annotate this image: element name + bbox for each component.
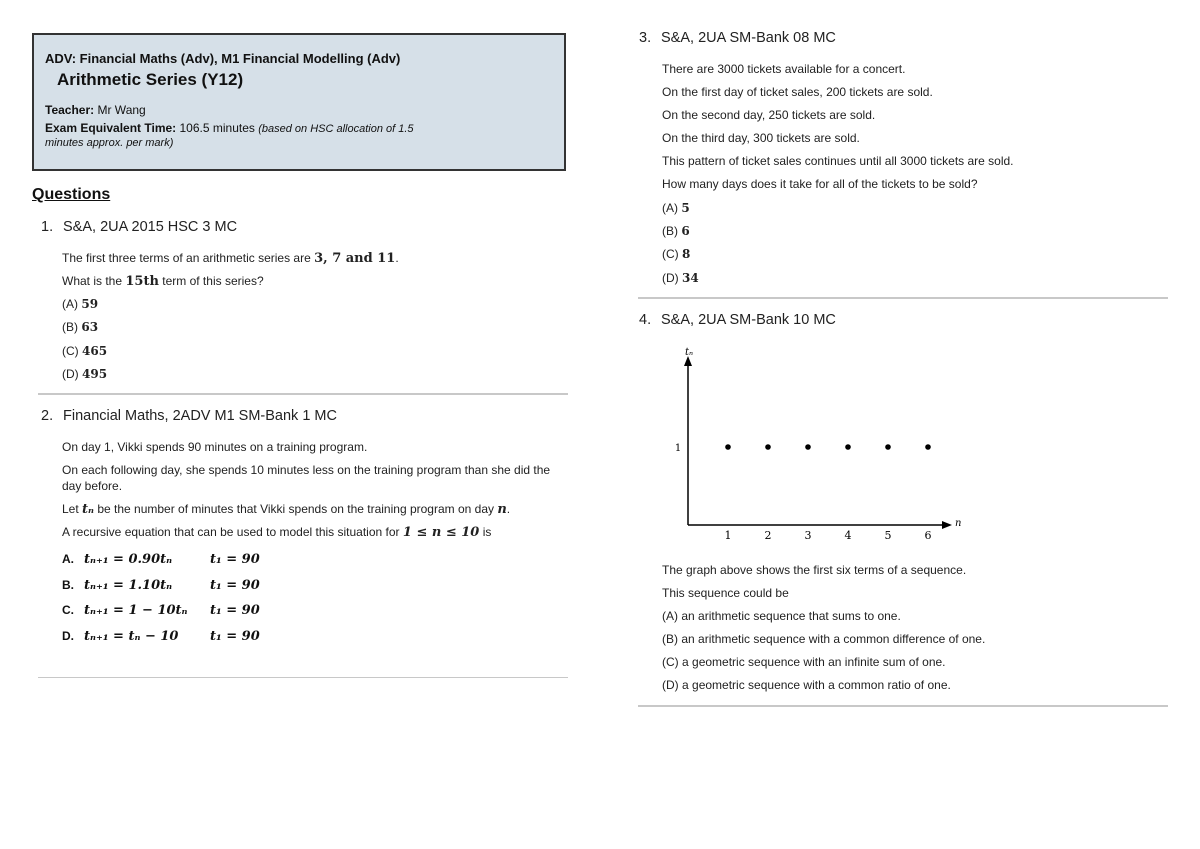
q2-text-3-a: Let: [62, 502, 83, 516]
q1-option-c-label: (C): [62, 344, 79, 358]
exam-time-value: 106.5 minutes: [179, 121, 255, 135]
q2-option-d-label: D.: [62, 629, 74, 643]
q1-option-d-label: (D): [62, 367, 79, 381]
q1-terms-math: 3, 7 and 11: [314, 251, 396, 266]
exam-time-note-2: minutes approx. per mark): [45, 137, 174, 149]
graph-points: [725, 444, 931, 450]
y-axis-label: tₙ: [685, 347, 694, 358]
q2-option-b-label: B.: [62, 578, 74, 592]
x-tick-label-5: 5: [884, 529, 892, 542]
exam-time-line: [45, 121, 554, 149]
q1-term-math: 15th: [125, 274, 159, 289]
q4-option-a-label: (A): [662, 609, 678, 623]
x-axis-label: n: [955, 518, 962, 529]
q2-text-1: On day 1, Vikki spends 90 minutes on a training program.: [62, 440, 368, 454]
worksheet-header: [32, 33, 566, 171]
y-tick-label: 1: [674, 443, 682, 454]
q3-number: 3.: [639, 30, 652, 46]
q3-title: [639, 30, 836, 46]
q4-option-b-label: (B): [662, 632, 678, 646]
q3-separator: [638, 297, 1168, 299]
q1-option-b-label: (B): [62, 320, 78, 334]
q2-option-d-equation: tₙ₊₁ = tₙ − 10: [84, 629, 179, 644]
q2-option-c-equation: tₙ₊₁ = 1 − 10tₙ: [84, 603, 188, 618]
q1-option-a-value: 59: [81, 297, 99, 311]
teacher-label: Teacher:: [45, 103, 95, 117]
q3-option-d-value: 34: [682, 271, 699, 285]
q3-text-6: How many days does it take for all of the tickets to be sold?: [662, 177, 978, 191]
q2-text-4-b: is: [479, 525, 492, 539]
q2-range-math: 1 ≤ n ≤ 10: [402, 525, 480, 540]
q2-title-text: Financial Maths, 2ADV M1 SM-Bank 1 MC: [63, 408, 337, 424]
x-tick-label-2: 2: [764, 529, 772, 542]
x-tick-label-6: 6: [924, 529, 932, 542]
q4-option-c-text: a geometric sequence with an infinite sum of one.: [682, 655, 946, 669]
worksheet-title: Arithmetic Series (Y12): [57, 70, 244, 89]
q4-option-a-text: an arithmetic sequence that sums to one.: [681, 609, 901, 623]
q2-title: [41, 408, 337, 424]
q4-text-1: The graph above shows the first six terms of a sequence.: [662, 563, 967, 577]
teacher-name: Mr Wang: [97, 103, 146, 117]
q2-option-a[interactable]: [62, 552, 260, 567]
q3-option-c[interactable]: [662, 247, 690, 261]
x-tick-label-3: 3: [804, 529, 812, 542]
q3-text-1: There are 3000 tickets available for a concert.: [662, 62, 906, 76]
graph-point-3: [805, 444, 811, 450]
q4-option-c[interactable]: [662, 655, 946, 669]
q4-option-d[interactable]: [662, 678, 951, 692]
q3-text-5: This pattern of ticket sales continues until all 3000 tickets are sold.: [662, 154, 1014, 168]
graph-point-6: [925, 444, 931, 450]
graph-point-2: [765, 444, 771, 450]
q4-title: [639, 312, 836, 328]
q3-option-b[interactable]: [662, 224, 690, 238]
q1-option-b[interactable]: [62, 320, 98, 334]
q2-tn-math: tₙ: [82, 502, 94, 517]
q4-option-b[interactable]: [662, 632, 985, 646]
q1-option-b-value: 63: [81, 320, 99, 334]
topic-line: ADV: Financial Maths (Adv), M1 Financial Modelling (Adv): [45, 51, 401, 66]
q4-option-c-label: (C): [662, 655, 679, 669]
q3-option-d[interactable]: [662, 271, 699, 285]
q1-text-2-b: term of this series?: [158, 274, 264, 288]
graph-point-5: [885, 444, 891, 450]
graph-point-1: [725, 444, 731, 450]
q1-text-1-b: .: [395, 251, 399, 265]
q2-option-b-initial: t₁ = 90: [210, 578, 260, 593]
q1-text-1-a: The first three terms of an arithmetic series are: [62, 251, 315, 265]
q2-option-c[interactable]: [62, 603, 260, 618]
q1-text-1: [62, 251, 399, 266]
q3-text-3: On the second day, 250 tickets are sold.: [662, 108, 876, 122]
q1-separator: [38, 393, 568, 395]
x-tick-label-1: 1: [724, 529, 732, 542]
q4-number: 4.: [639, 312, 652, 328]
q2-n-math: n: [497, 502, 507, 517]
q3-option-c-value: 8: [682, 247, 691, 261]
q3-option-a-label: (A): [662, 201, 678, 215]
q3-option-a[interactable]: [662, 201, 690, 215]
x-tick-labels: [725, 529, 932, 542]
q1-title-text: S&A, 2UA 2015 HSC 3 MC: [63, 219, 238, 235]
q2-text-4-a: A recursive equation that can be used to model this situation for: [62, 525, 403, 539]
q2-option-a-label: A.: [62, 552, 74, 566]
q1-option-d[interactable]: [62, 367, 107, 381]
q1-option-d-value: 495: [82, 367, 108, 381]
q2-option-b[interactable]: [62, 578, 260, 593]
teacher-line: [45, 103, 554, 117]
q2-number: 2.: [41, 408, 54, 424]
q2-option-c-initial: t₁ = 90: [210, 603, 260, 618]
q4-separator: [638, 705, 1168, 707]
q3-option-d-label: (D): [662, 271, 679, 285]
q2-text-3-b: be the number of minutes that Vikki spends on the training program on day: [93, 502, 498, 516]
q3-option-c-label: (C): [662, 247, 679, 261]
q3-title-text: S&A, 2UA SM-Bank 08 MC: [661, 30, 836, 46]
q1-option-a-label: (A): [62, 297, 78, 311]
q2-separator: [38, 677, 568, 678]
q1-text-2: [62, 274, 264, 289]
q4-option-a[interactable]: [662, 609, 901, 623]
sequence-graph: [668, 340, 1008, 545]
q3-option-b-label: (B): [662, 224, 678, 238]
q3-text-4: On the third day, 300 tickets are sold.: [662, 131, 860, 145]
q1-text-2-a: What is the: [62, 274, 126, 288]
exam-time-label: Exam Equivalent Time:: [45, 121, 177, 135]
x-axis-arrow-icon: [942, 521, 952, 529]
q4-text-2: This sequence could be: [662, 586, 789, 600]
q1-option-c-value: 465: [82, 344, 108, 358]
q1-option-a[interactable]: [62, 297, 98, 311]
q4-option-d-label: (D): [662, 678, 679, 692]
q2-option-d-initial: t₁ = 90: [210, 629, 260, 644]
q4-option-b-text: an arithmetic sequence with a common difference of one.: [681, 632, 986, 646]
q3-option-a-value: 5: [681, 201, 690, 215]
questions-heading: Questions: [32, 186, 111, 203]
q2-option-a-initial: t₁ = 90: [210, 552, 260, 567]
q2-option-a-equation: tₙ₊₁ = 0.90tₙ: [84, 552, 173, 567]
q2-text-2: On each following day, she spends 10 minutes less on the training program than she did the day before.: [62, 463, 551, 493]
q1-title: [41, 219, 237, 235]
q1-number: 1.: [41, 219, 54, 235]
q4-option-d-text: a geometric sequence with a common ratio of one.: [682, 678, 951, 692]
q2-text-3-c: .: [506, 502, 511, 516]
q2-text-3: [62, 502, 510, 517]
q2-option-d[interactable]: [62, 629, 260, 644]
x-tick-label-4: 4: [844, 529, 852, 542]
q2-option-b-equation: tₙ₊₁ = 1.10tₙ: [84, 578, 173, 593]
q2-text-4: [62, 525, 491, 540]
q3-option-b-value: 6: [681, 224, 690, 238]
exam-time-note-1: (based on HSC allocation of 1.5: [258, 123, 414, 135]
q2-option-c-label: C.: [62, 603, 74, 617]
q1-option-c[interactable]: [62, 344, 107, 358]
q3-text-2: On the first day of ticket sales, 200 tickets are sold.: [662, 85, 933, 99]
graph-point-4: [845, 444, 851, 450]
q4-title-text: S&A, 2UA SM-Bank 10 MC: [661, 312, 836, 328]
